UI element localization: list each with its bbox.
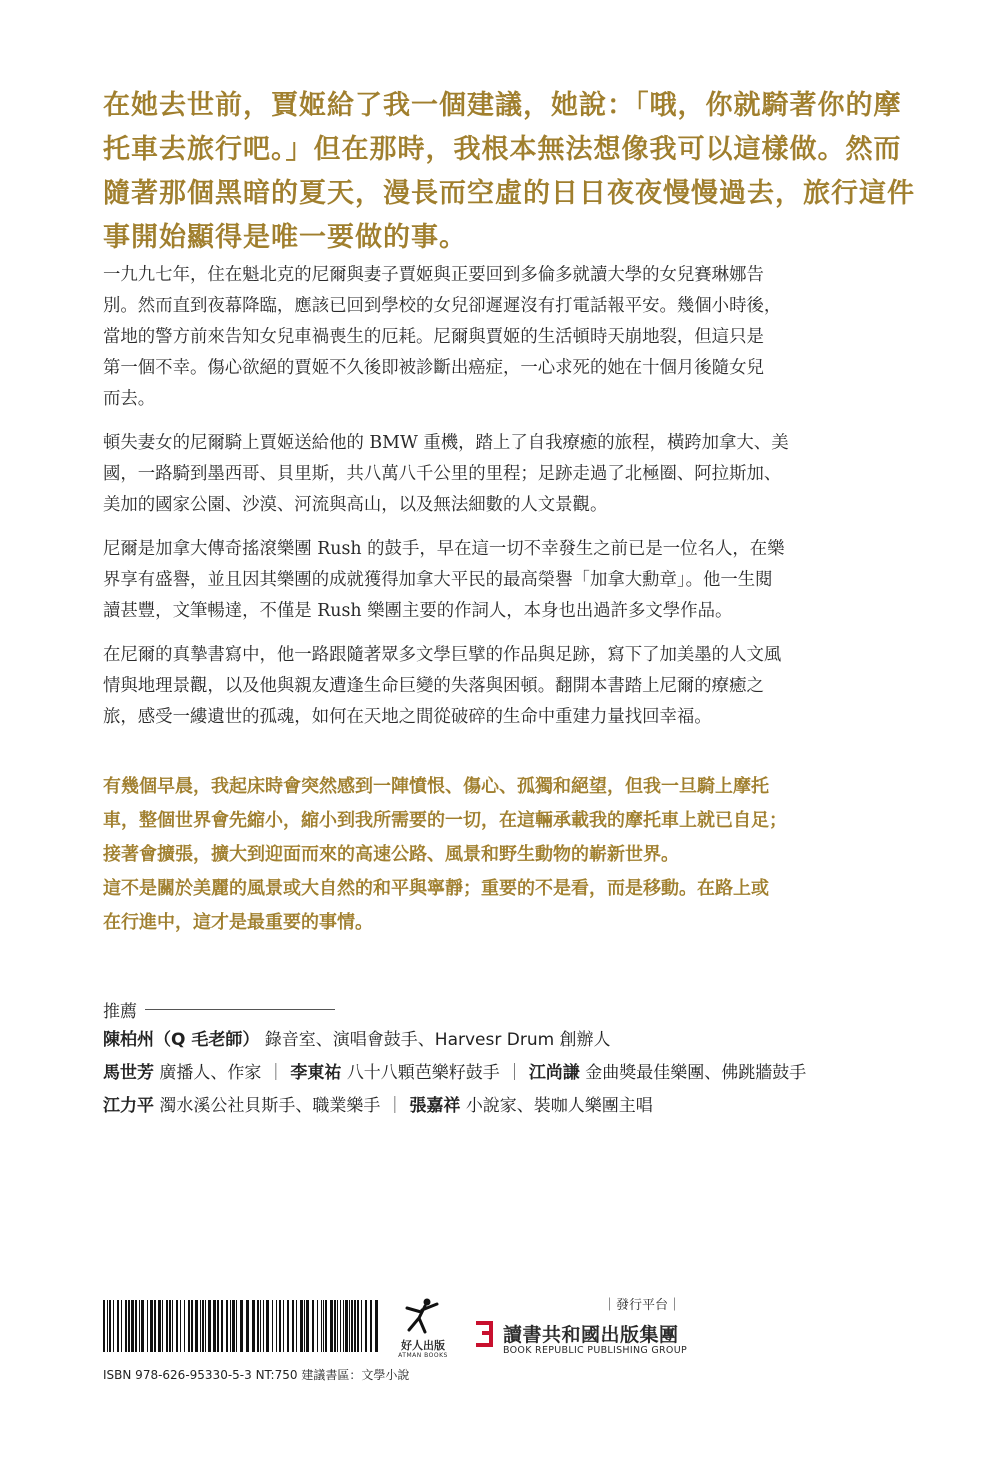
headline-excerpt — [103, 84, 915, 260]
barcode-bar — [121, 1300, 122, 1352]
imprint-name: 好人出版 — [401, 1339, 445, 1352]
text-line: 國，一路騎到墨西哥、貝里斯，共八萬八千公里的里程；足跡走過了北極圈、阿拉斯加、 — [103, 464, 782, 484]
author-quote — [103, 770, 903, 940]
barcode-bar — [232, 1300, 235, 1352]
recommender-name: 陳柏州（Q 毛老師） — [103, 1030, 260, 1050]
barcode-bar — [283, 1300, 284, 1352]
barcode-bar — [276, 1300, 277, 1352]
text-line: 界享有盛譽，並且因其樂團的成就獲得加拿大平民的最高榮譽「加拿大勳章」。他一生閱 — [103, 570, 773, 590]
recommender-desc: 廣播人、作家 — [159, 1063, 262, 1083]
quote-paragraph — [103, 872, 903, 940]
recommendations-title: 推薦 — [103, 1001, 137, 1022]
barcode-bar — [296, 1300, 297, 1352]
quote-paragraph — [103, 770, 903, 872]
recommender-name: 馬世芳 — [103, 1063, 154, 1083]
barcode-bar — [266, 1300, 269, 1352]
heading-rule — [145, 1009, 335, 1010]
barcode-bar — [317, 1300, 318, 1352]
text-line: 尼爾是加拿大傳奇搖滾樂團 Rush 的鼓手，早在這一切不幸發生之前已是一位名人，在樂 — [103, 539, 785, 559]
barcode-bar — [351, 1300, 353, 1352]
barcode-bar — [334, 1300, 336, 1352]
barcode-bar — [252, 1300, 255, 1352]
recommender-desc: 濁水溪公社貝斯手、職業樂手 — [159, 1096, 381, 1116]
barcode-bar — [202, 1300, 204, 1352]
description-paragraph — [103, 640, 903, 733]
recommender-name: 江力平 — [103, 1096, 154, 1116]
headline-line: 事開始顯得是唯一要做的事。 — [103, 222, 467, 253]
recommender-row — [103, 1058, 903, 1089]
barcode-bar — [205, 1300, 206, 1352]
barcode-bar — [131, 1300, 134, 1352]
separator: ｜ — [386, 1096, 404, 1116]
quote-line: 接著會擴張，擴大到迎面而來的高速公路、風景和野生動物的嶄新世界。 — [103, 844, 679, 865]
barcode-bar — [166, 1300, 168, 1352]
barcode-bar — [103, 1300, 105, 1352]
headline-line: 隨著那個黑暗的夏天，漫長而空虛的日日夜夜慢慢過去，旅行這件 — [103, 178, 915, 209]
quote-line: 有幾個早晨，我起床時會突然感到一陣憤恨、傷心、孤獨和絕望，但我一旦騎上摩托 — [103, 776, 769, 797]
barcode-bar — [147, 1300, 148, 1352]
barcode-bar — [180, 1300, 181, 1352]
recommendations-heading — [103, 995, 903, 1023]
quote-line: 在行進中，這才是最重要的事情。 — [103, 912, 373, 933]
barcode-bar — [365, 1300, 367, 1352]
barcode-bar — [306, 1300, 309, 1352]
text-line: 第一個不幸。傷心欲絕的賈姬不久後即被診斷出癌症，一心求死的她在十個月後隨女兒 — [103, 358, 764, 378]
barcode-bar — [325, 1300, 327, 1352]
barcode-bar — [263, 1300, 264, 1352]
barcode-bar — [184, 1300, 185, 1352]
barcode-bar — [176, 1300, 178, 1352]
book-republic-logo-icon — [473, 1320, 495, 1348]
recommender-desc: 小說家、裝咖人樂團主唱 — [465, 1096, 653, 1116]
barcode-bar — [169, 1300, 171, 1352]
barcode-graphic — [103, 1300, 381, 1352]
publisher-name: 讀書共和國出版集團 — [503, 1324, 679, 1346]
recommender-desc: 金曲獎最佳樂團、佛跳牆鼓手 — [585, 1063, 807, 1083]
text-line: 一九九七年，住在魁北克的尼爾與妻子賈姬與正要回到多倫多就讀大學的女兒賽琳娜告 — [103, 265, 764, 285]
barcode-bar — [113, 1300, 114, 1352]
barcode-bar — [162, 1300, 163, 1352]
text-line: 旅，感受一縷遺世的孤魂，如何在天地之間從破碎的生命中重建力量找回幸福。 — [103, 707, 712, 727]
barcode-bar — [154, 1300, 156, 1352]
barcode-bar — [257, 1300, 259, 1352]
barcode-bar — [188, 1300, 190, 1352]
headline-line: 托車去旅行吧。」但在那時，我根本無法想像我可以這樣做。然而 — [103, 134, 902, 165]
barcode-bar — [236, 1300, 237, 1352]
barcode-bar — [139, 1300, 140, 1352]
barcode-bar — [213, 1300, 216, 1352]
description-paragraph — [103, 534, 903, 627]
barcode-bar — [141, 1300, 144, 1352]
barcode-bar — [230, 1300, 231, 1352]
barcode-bar — [172, 1300, 173, 1352]
recommender-name: 張嘉祥 — [409, 1096, 461, 1116]
barcode-bar — [312, 1300, 314, 1352]
text-line: 美加的國家公園、沙漠、河流與高山，以及無法細數的人文景觀。 — [103, 495, 608, 515]
barcode-bar — [340, 1300, 341, 1352]
barcode-bar — [107, 1300, 108, 1352]
text-line: 頓失妻女的尼爾騎上賈姬送給他的 BMW 重機，踏上了自我療癒的旅程，橫跨加拿大、美 — [103, 433, 789, 453]
barcode-bar — [226, 1300, 228, 1352]
barcode-bar — [375, 1300, 378, 1352]
text-line: 而去。 — [103, 389, 156, 409]
isbn-line: ISBN 978-626-95330-5-3 NT:750 建議書區：文學小說 — [103, 1368, 410, 1382]
barcode-bar — [321, 1300, 322, 1352]
barcode-bar — [150, 1300, 153, 1352]
barcode-bar — [345, 1300, 348, 1352]
barcode-bar — [195, 1300, 198, 1352]
barcode-bar — [109, 1300, 111, 1352]
barcode-bar — [221, 1300, 223, 1352]
publisher-name-en: BOOK REPUBLIC PUBLISHING GROUP — [503, 1345, 687, 1356]
barcode-bar — [300, 1300, 303, 1352]
barcode-bar — [287, 1300, 289, 1352]
headline-line: 在她去世前，賈姬給了我一個建議，她說：「哦，你就騎著你的摩 — [103, 90, 902, 121]
recommender-row — [103, 1091, 903, 1122]
barcode-bar — [279, 1300, 281, 1352]
text-line: 在尼爾的真摯書寫中，他一路跟隨著眾多文學巨擘的作品與足跡，寫下了加美墨的人文風 — [103, 645, 782, 665]
barcode-bar — [246, 1300, 249, 1352]
barcode-bar — [292, 1300, 294, 1352]
barcode-bar — [343, 1300, 344, 1352]
barcode-bar — [125, 1300, 127, 1352]
text-line: 讀甚豐，文筆暢達，不僅是 Rush 樂團主要的作詞人，本身也出過許多文學作品。 — [103, 601, 733, 621]
quote-line: 車，整個世界會先縮小，縮小到我所需要的一切，在這輛承載我的摩托車上就已自足； — [103, 810, 787, 831]
recommender-name: 江尚謙 — [528, 1063, 580, 1083]
barcode-bar — [240, 1300, 243, 1352]
description-paragraph — [103, 428, 903, 521]
quote-line: 這不是關於美麗的風景或大自然的和平與寧靜；重要的不是看，而是移動。在路上或 — [103, 878, 769, 899]
leaping-figure-icon — [403, 1296, 443, 1336]
description-paragraph — [103, 260, 903, 415]
barcode-bar — [272, 1300, 273, 1352]
text-line: 當地的警方前來告知女兒車禍喪生的厄耗。尼爾與賈姬的生活頓時天崩地裂，但這只是 — [103, 327, 764, 347]
recommender-row — [103, 1025, 903, 1056]
barcode-bar — [349, 1300, 350, 1352]
barcode-bar — [337, 1300, 338, 1352]
barcode-bar — [323, 1300, 324, 1352]
barcode-bar — [158, 1300, 161, 1352]
separator: ｜ — [505, 1063, 523, 1083]
text-line: 別。然而直到夜幕降臨，應該已回到學校的女兒卻遲遲沒有打電話報平安。幾個小時後， — [103, 296, 782, 316]
barcode-bar — [260, 1300, 261, 1352]
separator: ｜ — [267, 1063, 285, 1083]
imprint-name-en: ATMAN BOOKS — [398, 1352, 448, 1359]
barcode-bar — [217, 1300, 219, 1352]
book-description — [103, 260, 903, 746]
recommender-desc: 八十八顆芭樂籽鼓手 — [346, 1063, 500, 1083]
barcode-bar — [354, 1300, 356, 1352]
barcode-bar — [135, 1300, 137, 1352]
barcode-bar — [208, 1300, 211, 1352]
recommendations — [103, 995, 903, 1122]
barcode-bar — [191, 1300, 193, 1352]
barcode-bar — [200, 1300, 201, 1352]
recommender-name: 李東祐 — [290, 1063, 342, 1083]
publisher-label: ｜發行平台｜ — [603, 1298, 682, 1313]
barcode-bar — [370, 1300, 372, 1352]
barcode-bar — [304, 1300, 305, 1352]
barcode-bar — [117, 1300, 119, 1352]
barcode-bar — [361, 1300, 362, 1352]
barcode-bar — [128, 1300, 130, 1352]
text-line: 情與地理景觀，以及他與親友遭逢生命巨變的失落與困頓。翻開本書踏上尼爾的療癒之 — [103, 676, 764, 696]
atman-books-logo — [393, 1296, 453, 1359]
barcode-bar — [357, 1300, 359, 1352]
barcode-bar — [330, 1300, 333, 1352]
recommender-desc: 錄音室、演唱會鼓手、Harvesr Drum 創辦人 — [264, 1030, 611, 1050]
